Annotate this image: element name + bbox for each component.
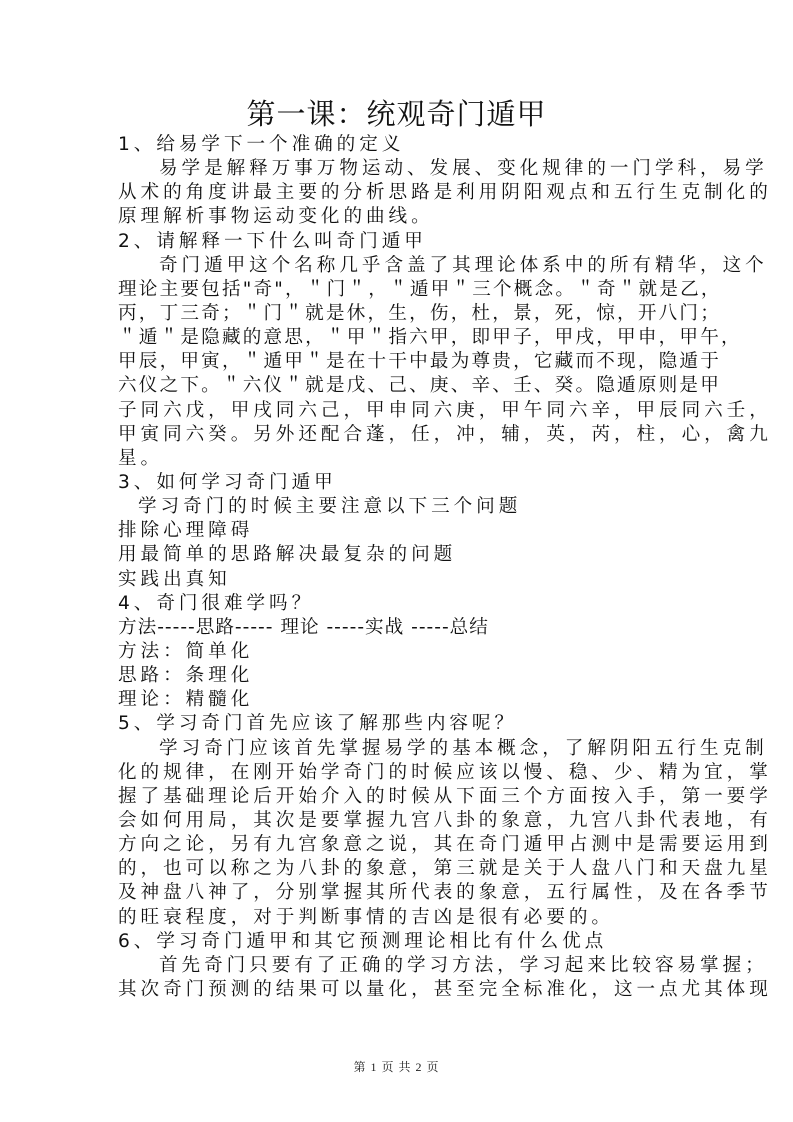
paragraph-line: 丙，丁三奇；＂门＂就是休，生，伤，杜，景，死，惊，开八门； <box>118 302 722 324</box>
section-heading-6: 6、学习奇门遁甲和其它预测理论相比有什么优点 <box>118 930 608 952</box>
list-item: 理论：精髓化 <box>118 689 254 711</box>
paragraph-line: 星。 <box>118 447 164 469</box>
paragraph-line: 学习奇门的时候主要注意以下三个问题 <box>138 496 522 518</box>
paragraph-line: ＂遁＂是隐藏的意思，＂甲＂指六甲，即甲子，甲戌，甲申，甲午， <box>118 327 742 349</box>
paragraph-line: 子同六戊，甲戌同六己，甲申同六庚，甲午同六辛，甲辰同六壬， <box>118 399 772 421</box>
paragraph-line: 方向之论，另有九宫象意之说，其在奇门遁甲占测中是需要运用到 <box>118 834 772 856</box>
section-heading-3: 3、如何学习奇门遁甲 <box>118 471 337 493</box>
paragraph-line: 的旺衰程度，对于判断事情的吉凶是很有必要的。 <box>118 906 614 928</box>
list-item: 实践出真知 <box>118 568 231 590</box>
paragraph-line: 的，也可以称之为八卦的象意，第三就是关于人盘八门和天盘九星 <box>118 858 772 880</box>
paragraph-line: 原理解析事物运动变化的曲线。 <box>118 206 434 228</box>
paragraph-line: 化的规律，在刚开始学奇门的时候应该以慢、稳、少、精为宜，掌 <box>118 761 772 783</box>
paragraph-line: 六仪之下。＂六仪＂就是戊、己、庚、辛、壬、癸。隐遁原则是甲 <box>118 375 722 397</box>
list-item: 排除心理障碍 <box>118 520 254 542</box>
paragraph-line: 奇门遁甲这个名称几乎含盖了其理论体系中的所有精华，这个 <box>159 254 768 276</box>
section-heading-5: 5、学习奇门首先应该了解那些内容呢？ <box>118 713 518 735</box>
paragraph-line: 甲寅同六癸。另外还配合蓬，任，冲，辅，英，芮，柱，心，禽九 <box>118 423 772 445</box>
section-heading-4: 4、奇门很难学吗？ <box>118 592 315 614</box>
paragraph-line: 理论主要包括"奇"，＂门＂，＂遁甲＂三个概念。＂奇＂就是乙， <box>118 278 722 300</box>
paragraph-line: 首先奇门只要有了正确的学习方法，学习起来比较容易掌握； <box>159 954 768 976</box>
page-title: 第一课：统观奇门遁甲 <box>246 97 547 131</box>
paragraph-line: 学习奇门应该首先掌握易学的基本概念，了解阴阳五行生克制 <box>159 737 768 759</box>
list-item: 用最简单的思路解决最复杂的问题 <box>118 544 457 566</box>
paragraph-line: 从术的角度讲最主要的分析思路是利用阴阳观点和五行生克制化的 <box>118 182 772 204</box>
paragraph-line: 其次奇门预测的结果可以量化，甚至完全标准化，这一点尤其体现 <box>118 978 772 1000</box>
document-body <box>118 133 772 1002</box>
page-footer: 第 1 页 共 2 页 <box>353 1060 440 1074</box>
paragraph-line: 及神盘八神了，分别掌握其所代表的象意，五行属性，及在各季节 <box>118 882 772 904</box>
list-item: 思路：条理化 <box>118 665 254 687</box>
section-heading-1: 1、给易学下一个准确的定义 <box>118 134 405 155</box>
paragraph-line: 会如何用局，其次是要掌握九宫八卦的象意，九宫八卦代表地，有 <box>118 809 772 831</box>
paragraph-line: 甲辰，甲寅，＂遁甲＂是在十干中最为尊贵，它藏而不现，隐遁于 <box>118 351 722 373</box>
paragraph-line: 握了基础理论后开始介入的时候从下面三个方面按入手，第一要学 <box>118 785 772 807</box>
section-heading-2: 2、请解释一下什么叫奇门遁甲 <box>118 230 427 252</box>
list-item: 方法-----思路----- 理论 -----实战 -----总结 <box>118 616 489 638</box>
list-item: 方法：简单化 <box>118 640 254 662</box>
paragraph-line: 易学是解释万事万物运动、发展、变化规律的一门学科，易学 <box>159 158 768 180</box>
